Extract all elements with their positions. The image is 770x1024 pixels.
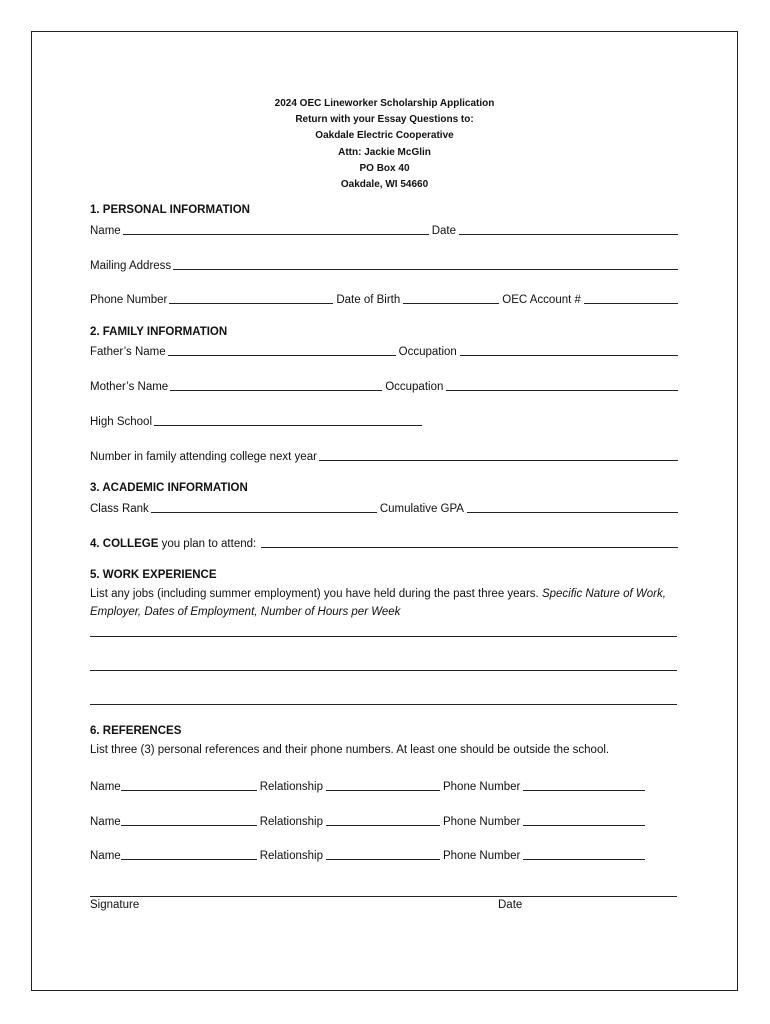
phone-dob-account-row [90,290,678,306]
phone-number-field[interactable] [169,292,333,304]
reference-phone-field[interactable] [523,814,645,826]
reference-relationship-label: Relationship [259,781,323,793]
high-school-label: High School [90,416,153,428]
mailing-address-row [90,256,678,272]
section-personal-title: 1. PERSONAL INFORMATION [90,204,250,216]
work-instructions [90,585,680,621]
phone-number-label: Phone Number [90,294,168,306]
class-rank-label: Class Rank [90,503,149,515]
reference-name-field[interactable] [121,814,257,826]
mother-occupation-field[interactable] [446,379,678,391]
reference-row [90,777,678,793]
father-name-label: Father’s Name [90,346,166,358]
form-title: 2024 OEC Lineworker Scholarship Application [274,98,495,109]
mother-name-field[interactable] [170,379,382,391]
reference-phone-field[interactable] [523,779,645,791]
city-state-zip: Oakdale, WI 54660 [340,179,429,191]
name-date-row [90,221,678,237]
reference-relationship-field[interactable] [326,779,440,791]
college-count-label: Number in family attending college next year [90,451,317,463]
date-of-birth-field[interactable] [403,292,499,304]
section-academic-title: 3. ACADEMIC INFORMATION [90,482,248,494]
organization-name: Oakdale Electric Cooperative [315,130,454,142]
name-field[interactable] [123,223,429,235]
rank-gpa-row [90,499,678,515]
college-field[interactable] [261,536,678,548]
reference-phone-field[interactable] [523,848,645,860]
name-label: Name [90,225,121,237]
form-header [32,96,737,193]
date-of-birth-label: Date of Birth [336,294,401,306]
college-label-bold: 4. COLLEGE [90,538,159,550]
work-line-3[interactable] [90,704,677,705]
section-family-title: 2. FAMILY INFORMATION [90,326,228,338]
mother-occupation-label: Occupation [385,381,444,393]
reference-name-field[interactable] [121,779,257,791]
reference-name-label: Name [90,850,121,862]
mailing-address-label: Mailing Address [90,260,172,272]
reference-name-label: Name [90,816,121,828]
high-school-row [90,412,678,428]
work-instructions-text: List any jobs (including summer employment) you have held during the past three years. [90,588,542,600]
signature-date-label: Date [498,899,523,911]
mother-name-label: Mother’s Name [90,381,169,393]
work-line-2[interactable] [90,670,677,671]
section-work-title: 5. WORK EXPERIENCE [90,569,217,581]
references-instructions: List three (3) personal references and their phone numbers. At least one should be outside the school. [90,744,610,756]
date-field[interactable] [459,223,678,235]
date-label: Date [431,225,456,237]
section-references-title: 6. REFERENCES [90,725,182,737]
oec-account-field[interactable] [584,292,678,304]
work-instructions-italic: Specific Nature of Work, Employer, Dates of Employment, Number of Hours per Week [90,588,666,618]
reference-row [90,846,678,862]
po-box: PO Box 40 [359,162,410,174]
oec-account-label: OEC Account # [502,294,581,306]
father-row [90,342,678,358]
high-school-field[interactable] [154,414,422,426]
reference-name-label: Name [90,781,121,793]
gpa-label: Cumulative GPA [379,503,464,515]
college-count-field[interactable] [319,449,678,461]
reference-relationship-field[interactable] [326,814,440,826]
gpa-field[interactable] [467,501,678,513]
college-count-row [90,447,678,463]
mailing-address-field[interactable] [173,258,678,270]
reference-row [90,812,678,828]
signature-label: Signature [90,899,140,911]
father-occupation-label: Occupation [398,346,457,358]
father-name-field[interactable] [168,344,396,356]
college-row [90,534,678,550]
reference-relationship-label: Relationship [259,850,323,862]
mother-row [90,377,678,393]
reference-phone-label: Phone Number [442,816,521,828]
work-line-1[interactable] [90,636,677,637]
class-rank-field[interactable] [151,501,377,513]
reference-phone-label: Phone Number [442,850,521,862]
father-occupation-field[interactable] [460,344,678,356]
application-form-page [31,31,738,991]
reference-relationship-field[interactable] [326,848,440,860]
reference-phone-label: Phone Number [442,781,521,793]
signature-line[interactable] [90,896,677,897]
reference-name-field[interactable] [121,848,257,860]
reference-relationship-label: Relationship [259,816,323,828]
attention-line: Attn: Jackie McGlin [338,146,431,158]
college-label-rest: you plan to attend: [158,538,257,550]
return-instruction: Return with your Essay Questions to: [295,114,474,126]
college-label [90,538,258,550]
